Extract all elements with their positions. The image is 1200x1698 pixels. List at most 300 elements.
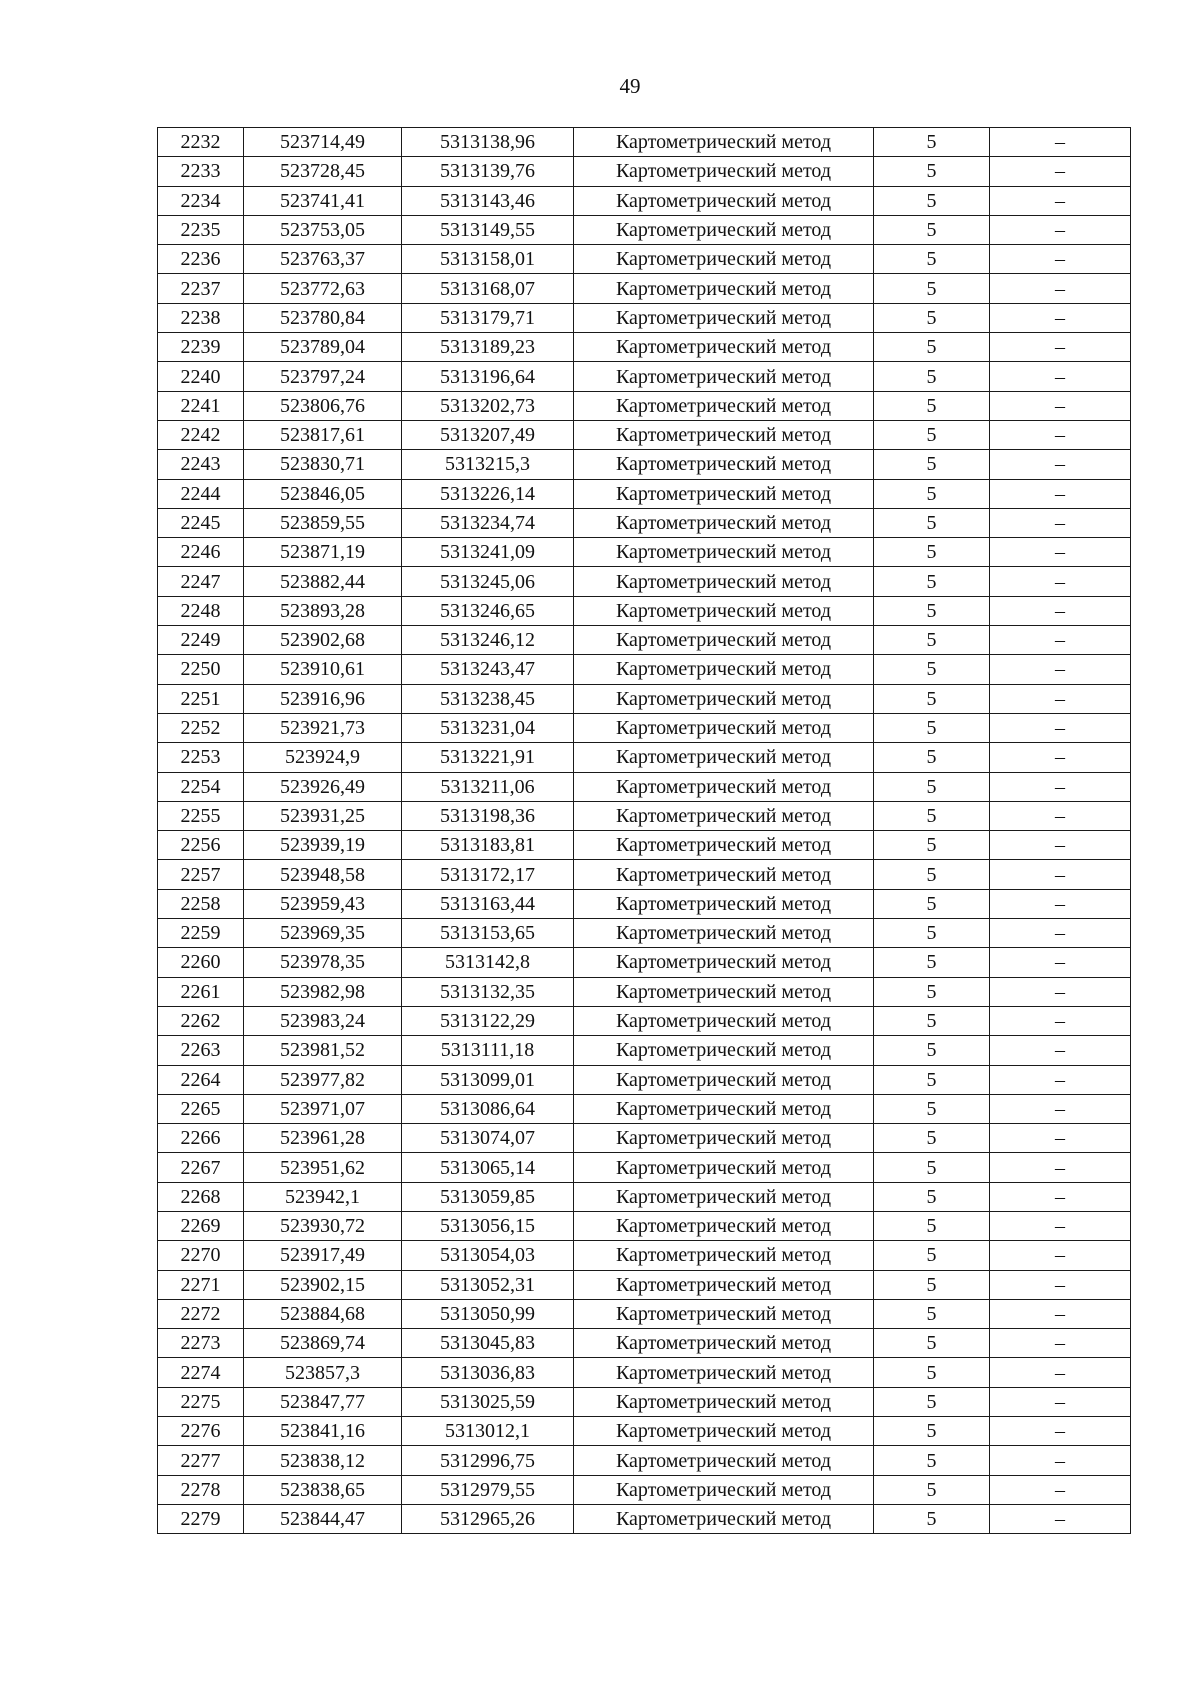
y-coordinate-cell: 5313198,36 (402, 801, 574, 830)
x-coordinate-cell: 523763,37 (244, 245, 402, 274)
point-number-cell: 2246 (158, 538, 244, 567)
y-coordinate-cell: 5313056,15 (402, 1211, 574, 1240)
accuracy-cell: 5 (874, 362, 990, 391)
x-coordinate-cell: 523902,15 (244, 1270, 402, 1299)
point-number-cell: 2252 (158, 713, 244, 742)
y-coordinate-cell: 5313099,01 (402, 1065, 574, 1094)
x-coordinate-cell: 523857,3 (244, 1358, 402, 1387)
method-cell: Картометрический метод (574, 948, 874, 977)
table-row (158, 215, 1131, 244)
method-cell: Картометрический метод (574, 538, 874, 567)
x-coordinate-cell: 523884,68 (244, 1299, 402, 1328)
accuracy-cell: 5 (874, 743, 990, 772)
table-row (158, 128, 1131, 157)
method-cell: Картометрический метод (574, 128, 874, 157)
method-cell: Картометрический метод (574, 274, 874, 303)
x-coordinate-cell: 523753,05 (244, 215, 402, 244)
table-row (158, 333, 1131, 362)
table-row (158, 1094, 1131, 1123)
y-coordinate-cell: 5313221,91 (402, 743, 574, 772)
table-row (158, 1124, 1131, 1153)
y-coordinate-cell: 5313179,71 (402, 303, 574, 332)
y-coordinate-cell: 5313139,76 (402, 157, 574, 186)
method-cell: Картометрический метод (574, 919, 874, 948)
method-cell: Картометрический метод (574, 1211, 874, 1240)
method-cell: Картометрический метод (574, 567, 874, 596)
table-row (158, 919, 1131, 948)
description-cell: – (990, 772, 1131, 801)
description-cell: – (990, 831, 1131, 860)
point-number-cell: 2271 (158, 1270, 244, 1299)
description-cell: – (990, 1417, 1131, 1446)
table-row (158, 1299, 1131, 1328)
method-cell: Картометрический метод (574, 889, 874, 918)
table-row (158, 1329, 1131, 1358)
x-coordinate-cell: 523982,98 (244, 977, 402, 1006)
x-coordinate-cell: 523959,43 (244, 889, 402, 918)
method-cell: Картометрический метод (574, 1299, 874, 1328)
y-coordinate-cell: 5313138,96 (402, 128, 574, 157)
accuracy-cell: 5 (874, 391, 990, 420)
x-coordinate-cell: 523797,24 (244, 362, 402, 391)
table-row (158, 860, 1131, 889)
method-cell: Картометрический метод (574, 1387, 874, 1416)
method-cell: Картометрический метод (574, 391, 874, 420)
description-cell: – (990, 303, 1131, 332)
point-number-cell: 2248 (158, 596, 244, 625)
y-coordinate-cell: 5313246,65 (402, 596, 574, 625)
point-number-cell: 2238 (158, 303, 244, 332)
y-coordinate-cell: 5313012,1 (402, 1417, 574, 1446)
y-coordinate-cell: 5312965,26 (402, 1504, 574, 1533)
description-cell: – (990, 713, 1131, 742)
description-cell: – (990, 508, 1131, 537)
x-coordinate-cell: 523869,74 (244, 1329, 402, 1358)
accuracy-cell: 5 (874, 655, 990, 684)
description-cell: – (990, 450, 1131, 479)
accuracy-cell: 5 (874, 215, 990, 244)
table-row (158, 274, 1131, 303)
table-row (158, 1358, 1131, 1387)
x-coordinate-cell: 523830,71 (244, 450, 402, 479)
description-cell: – (990, 919, 1131, 948)
method-cell: Картометрический метод (574, 1065, 874, 1094)
point-number-cell: 2235 (158, 215, 244, 244)
point-number-cell: 2278 (158, 1475, 244, 1504)
x-coordinate-cell: 523971,07 (244, 1094, 402, 1123)
method-cell: Картометрический метод (574, 1446, 874, 1475)
description-cell: – (990, 128, 1131, 157)
y-coordinate-cell: 5313189,23 (402, 333, 574, 362)
table-row (158, 450, 1131, 479)
accuracy-cell: 5 (874, 977, 990, 1006)
table-row (158, 1446, 1131, 1475)
method-cell: Картометрический метод (574, 1153, 874, 1182)
table-row (158, 1182, 1131, 1211)
point-number-cell: 2264 (158, 1065, 244, 1094)
y-coordinate-cell: 5313241,09 (402, 538, 574, 567)
accuracy-cell: 5 (874, 1182, 990, 1211)
point-number-cell: 2250 (158, 655, 244, 684)
x-coordinate-cell: 523846,05 (244, 479, 402, 508)
description-cell: – (990, 1211, 1131, 1240)
y-coordinate-cell: 5313234,74 (402, 508, 574, 537)
description-cell: – (990, 1006, 1131, 1035)
description-cell: – (990, 362, 1131, 391)
method-cell: Картометрический метод (574, 1241, 874, 1270)
description-cell: – (990, 420, 1131, 449)
x-coordinate-cell: 523806,76 (244, 391, 402, 420)
method-cell: Картометрический метод (574, 743, 874, 772)
description-cell: – (990, 1475, 1131, 1504)
description-cell: – (990, 977, 1131, 1006)
y-coordinate-cell: 5313211,06 (402, 772, 574, 801)
y-coordinate-cell: 5313074,07 (402, 1124, 574, 1153)
x-coordinate-cell: 523772,63 (244, 274, 402, 303)
description-cell: – (990, 567, 1131, 596)
y-coordinate-cell: 5313086,64 (402, 1094, 574, 1123)
point-number-cell: 2267 (158, 1153, 244, 1182)
y-coordinate-cell: 5313149,55 (402, 215, 574, 244)
y-coordinate-cell: 5313153,65 (402, 919, 574, 948)
point-number-cell: 2236 (158, 245, 244, 274)
point-number-cell: 2279 (158, 1504, 244, 1533)
y-coordinate-cell: 5313183,81 (402, 831, 574, 860)
x-coordinate-cell: 523902,68 (244, 626, 402, 655)
point-number-cell: 2261 (158, 977, 244, 1006)
point-number-cell: 2255 (158, 801, 244, 830)
accuracy-cell: 5 (874, 1446, 990, 1475)
method-cell: Картометрический метод (574, 215, 874, 244)
y-coordinate-cell: 5313054,03 (402, 1241, 574, 1270)
accuracy-cell: 5 (874, 1036, 990, 1065)
table-row (158, 1270, 1131, 1299)
description-cell: – (990, 1358, 1131, 1387)
y-coordinate-cell: 5313059,85 (402, 1182, 574, 1211)
description-cell: – (990, 1065, 1131, 1094)
table-row (158, 479, 1131, 508)
x-coordinate-cell: 523789,04 (244, 333, 402, 362)
y-coordinate-cell: 5313172,17 (402, 860, 574, 889)
accuracy-cell: 5 (874, 1065, 990, 1094)
method-cell: Картометрический метод (574, 1504, 874, 1533)
table-row (158, 948, 1131, 977)
x-coordinate-cell: 523948,58 (244, 860, 402, 889)
x-coordinate-cell: 523841,16 (244, 1417, 402, 1446)
description-cell: – (990, 1153, 1131, 1182)
accuracy-cell: 5 (874, 626, 990, 655)
x-coordinate-cell: 523817,61 (244, 420, 402, 449)
table-row (158, 303, 1131, 332)
description-cell: – (990, 245, 1131, 274)
point-number-cell: 2242 (158, 420, 244, 449)
method-cell: Картометрический метод (574, 1475, 874, 1504)
table-row (158, 1241, 1131, 1270)
point-number-cell: 2251 (158, 684, 244, 713)
point-number-cell: 2254 (158, 772, 244, 801)
accuracy-cell: 5 (874, 1417, 990, 1446)
table-row (158, 655, 1131, 684)
x-coordinate-cell: 523838,12 (244, 1446, 402, 1475)
accuracy-cell: 5 (874, 801, 990, 830)
method-cell: Картометрический метод (574, 157, 874, 186)
point-number-cell: 2263 (158, 1036, 244, 1065)
table-row (158, 684, 1131, 713)
accuracy-cell: 5 (874, 128, 990, 157)
point-number-cell: 2232 (158, 128, 244, 157)
x-coordinate-cell: 523893,28 (244, 596, 402, 625)
table-row (158, 1211, 1131, 1240)
x-coordinate-cell: 523844,47 (244, 1504, 402, 1533)
y-coordinate-cell: 5313132,35 (402, 977, 574, 1006)
description-cell: – (990, 801, 1131, 830)
method-cell: Картометрический метод (574, 450, 874, 479)
accuracy-cell: 5 (874, 1329, 990, 1358)
method-cell: Картометрический метод (574, 1417, 874, 1446)
method-cell: Картометрический метод (574, 713, 874, 742)
method-cell: Картометрический метод (574, 801, 874, 830)
x-coordinate-cell: 523977,82 (244, 1065, 402, 1094)
method-cell: Картометрический метод (574, 1270, 874, 1299)
x-coordinate-cell: 523951,62 (244, 1153, 402, 1182)
y-coordinate-cell: 5313142,8 (402, 948, 574, 977)
description-cell: – (990, 333, 1131, 362)
x-coordinate-cell: 523838,65 (244, 1475, 402, 1504)
y-coordinate-cell: 5313168,07 (402, 274, 574, 303)
x-coordinate-cell: 523910,61 (244, 655, 402, 684)
point-number-cell: 2257 (158, 860, 244, 889)
y-coordinate-cell: 5313050,99 (402, 1299, 574, 1328)
method-cell: Картометрический метод (574, 479, 874, 508)
description-cell: – (990, 655, 1131, 684)
description-cell: – (990, 538, 1131, 567)
table-row (158, 743, 1131, 772)
y-coordinate-cell: 5313226,14 (402, 479, 574, 508)
y-coordinate-cell: 5313246,12 (402, 626, 574, 655)
method-cell: Картометрический метод (574, 596, 874, 625)
point-number-cell: 2276 (158, 1417, 244, 1446)
table-row (158, 1475, 1131, 1504)
point-number-cell: 2266 (158, 1124, 244, 1153)
point-number-cell: 2240 (158, 362, 244, 391)
x-coordinate-cell: 523882,44 (244, 567, 402, 596)
description-cell: – (990, 215, 1131, 244)
table-row (158, 420, 1131, 449)
accuracy-cell: 5 (874, 1241, 990, 1270)
table-row (158, 596, 1131, 625)
table-row (158, 508, 1131, 537)
point-number-cell: 2260 (158, 948, 244, 977)
accuracy-cell: 5 (874, 420, 990, 449)
table-row (158, 713, 1131, 742)
accuracy-cell: 5 (874, 157, 990, 186)
method-cell: Картометрический метод (574, 333, 874, 362)
x-coordinate-cell: 523859,55 (244, 508, 402, 537)
accuracy-cell: 5 (874, 450, 990, 479)
accuracy-cell: 5 (874, 1504, 990, 1533)
table-row (158, 801, 1131, 830)
x-coordinate-cell: 523847,77 (244, 1387, 402, 1416)
y-coordinate-cell: 5313158,01 (402, 245, 574, 274)
accuracy-cell: 5 (874, 684, 990, 713)
x-coordinate-cell: 523714,49 (244, 128, 402, 157)
y-coordinate-cell: 5313231,04 (402, 713, 574, 742)
x-coordinate-cell: 523981,52 (244, 1036, 402, 1065)
table-row (158, 157, 1131, 186)
point-number-cell: 2259 (158, 919, 244, 948)
y-coordinate-cell: 5313036,83 (402, 1358, 574, 1387)
method-cell: Картометрический метод (574, 977, 874, 1006)
point-number-cell: 2247 (158, 567, 244, 596)
point-number-cell: 2265 (158, 1094, 244, 1123)
method-cell: Картометрический метод (574, 655, 874, 684)
point-number-cell: 2269 (158, 1211, 244, 1240)
accuracy-cell: 5 (874, 1299, 990, 1328)
x-coordinate-cell: 523983,24 (244, 1006, 402, 1035)
point-number-cell: 2245 (158, 508, 244, 537)
x-coordinate-cell: 523780,84 (244, 303, 402, 332)
y-coordinate-cell: 5313065,14 (402, 1153, 574, 1182)
table-row (158, 1417, 1131, 1446)
method-cell: Картометрический метод (574, 186, 874, 215)
method-cell: Картометрический метод (574, 508, 874, 537)
description-cell: – (990, 1124, 1131, 1153)
point-number-cell: 2262 (158, 1006, 244, 1035)
description-cell: – (990, 889, 1131, 918)
point-number-cell: 2243 (158, 450, 244, 479)
table-row (158, 1153, 1131, 1182)
description-cell: – (990, 157, 1131, 186)
accuracy-cell: 5 (874, 772, 990, 801)
table-row (158, 567, 1131, 596)
description-cell: – (990, 1299, 1131, 1328)
y-coordinate-cell: 5313238,45 (402, 684, 574, 713)
accuracy-cell: 5 (874, 186, 990, 215)
accuracy-cell: 5 (874, 1387, 990, 1416)
table-row (158, 1036, 1131, 1065)
point-number-cell: 2244 (158, 479, 244, 508)
description-cell: – (990, 1094, 1131, 1123)
description-cell: – (990, 626, 1131, 655)
point-number-cell: 2272 (158, 1299, 244, 1328)
description-cell: – (990, 1182, 1131, 1211)
y-coordinate-cell: 5313202,73 (402, 391, 574, 420)
point-number-cell: 2277 (158, 1446, 244, 1475)
table-row (158, 1504, 1131, 1533)
description-cell: – (990, 1446, 1131, 1475)
x-coordinate-cell: 523916,96 (244, 684, 402, 713)
y-coordinate-cell: 5312996,75 (402, 1446, 574, 1475)
accuracy-cell: 5 (874, 919, 990, 948)
method-cell: Картометрический метод (574, 1094, 874, 1123)
method-cell: Картометрический метод (574, 1358, 874, 1387)
table-row (158, 391, 1131, 420)
x-coordinate-cell: 523942,1 (244, 1182, 402, 1211)
y-coordinate-cell: 5313245,06 (402, 567, 574, 596)
y-coordinate-cell: 5312979,55 (402, 1475, 574, 1504)
accuracy-cell: 5 (874, 1153, 990, 1182)
method-cell: Картометрический метод (574, 1182, 874, 1211)
table-row (158, 772, 1131, 801)
x-coordinate-cell: 523917,49 (244, 1241, 402, 1270)
point-number-cell: 2241 (158, 391, 244, 420)
table-row (158, 831, 1131, 860)
x-coordinate-cell: 523969,35 (244, 919, 402, 948)
description-cell: – (990, 743, 1131, 772)
description-cell: – (990, 1504, 1131, 1533)
y-coordinate-cell: 5313045,83 (402, 1329, 574, 1358)
method-cell: Картометрический метод (574, 245, 874, 274)
y-coordinate-cell: 5313025,59 (402, 1387, 574, 1416)
x-coordinate-cell: 523931,25 (244, 801, 402, 830)
accuracy-cell: 5 (874, 245, 990, 274)
method-cell: Картометрический метод (574, 626, 874, 655)
accuracy-cell: 5 (874, 860, 990, 889)
table-row (158, 1006, 1131, 1035)
method-cell: Картометрический метод (574, 420, 874, 449)
method-cell: Картометрический метод (574, 772, 874, 801)
accuracy-cell: 5 (874, 1358, 990, 1387)
x-coordinate-cell: 523939,19 (244, 831, 402, 860)
accuracy-cell: 5 (874, 1475, 990, 1504)
description-cell: – (990, 1036, 1131, 1065)
y-coordinate-cell: 5313196,64 (402, 362, 574, 391)
x-coordinate-cell: 523728,45 (244, 157, 402, 186)
accuracy-cell: 5 (874, 1270, 990, 1299)
accuracy-cell: 5 (874, 1211, 990, 1240)
point-number-cell: 2273 (158, 1329, 244, 1358)
method-cell: Картометрический метод (574, 1036, 874, 1065)
method-cell: Картометрический метод (574, 1124, 874, 1153)
table-row (158, 245, 1131, 274)
coordinates-table-body (158, 128, 1131, 1534)
point-number-cell: 2253 (158, 743, 244, 772)
point-number-cell: 2274 (158, 1358, 244, 1387)
method-cell: Картометрический метод (574, 1006, 874, 1035)
description-cell: – (990, 186, 1131, 215)
x-coordinate-cell: 523930,72 (244, 1211, 402, 1240)
point-number-cell: 2237 (158, 274, 244, 303)
table-row (158, 362, 1131, 391)
table-row (158, 1065, 1131, 1094)
description-cell: – (990, 596, 1131, 625)
x-coordinate-cell: 523924,9 (244, 743, 402, 772)
point-number-cell: 2270 (158, 1241, 244, 1270)
description-cell: – (990, 479, 1131, 508)
description-cell: – (990, 860, 1131, 889)
method-cell: Картометрический метод (574, 303, 874, 332)
table-row (158, 1387, 1131, 1416)
x-coordinate-cell: 523926,49 (244, 772, 402, 801)
method-cell: Картометрический метод (574, 831, 874, 860)
accuracy-cell: 5 (874, 948, 990, 977)
x-coordinate-cell: 523741,41 (244, 186, 402, 215)
x-coordinate-cell: 523978,35 (244, 948, 402, 977)
description-cell: – (990, 1270, 1131, 1299)
description-cell: – (990, 1329, 1131, 1358)
method-cell: Картометрический метод (574, 1329, 874, 1358)
accuracy-cell: 5 (874, 889, 990, 918)
accuracy-cell: 5 (874, 567, 990, 596)
point-number-cell: 2275 (158, 1387, 244, 1416)
description-cell: – (990, 948, 1131, 977)
y-coordinate-cell: 5313111,18 (402, 1036, 574, 1065)
method-cell: Картометрический метод (574, 362, 874, 391)
x-coordinate-cell: 523921,73 (244, 713, 402, 742)
table-row (158, 889, 1131, 918)
table-row (158, 186, 1131, 215)
accuracy-cell: 5 (874, 303, 990, 332)
